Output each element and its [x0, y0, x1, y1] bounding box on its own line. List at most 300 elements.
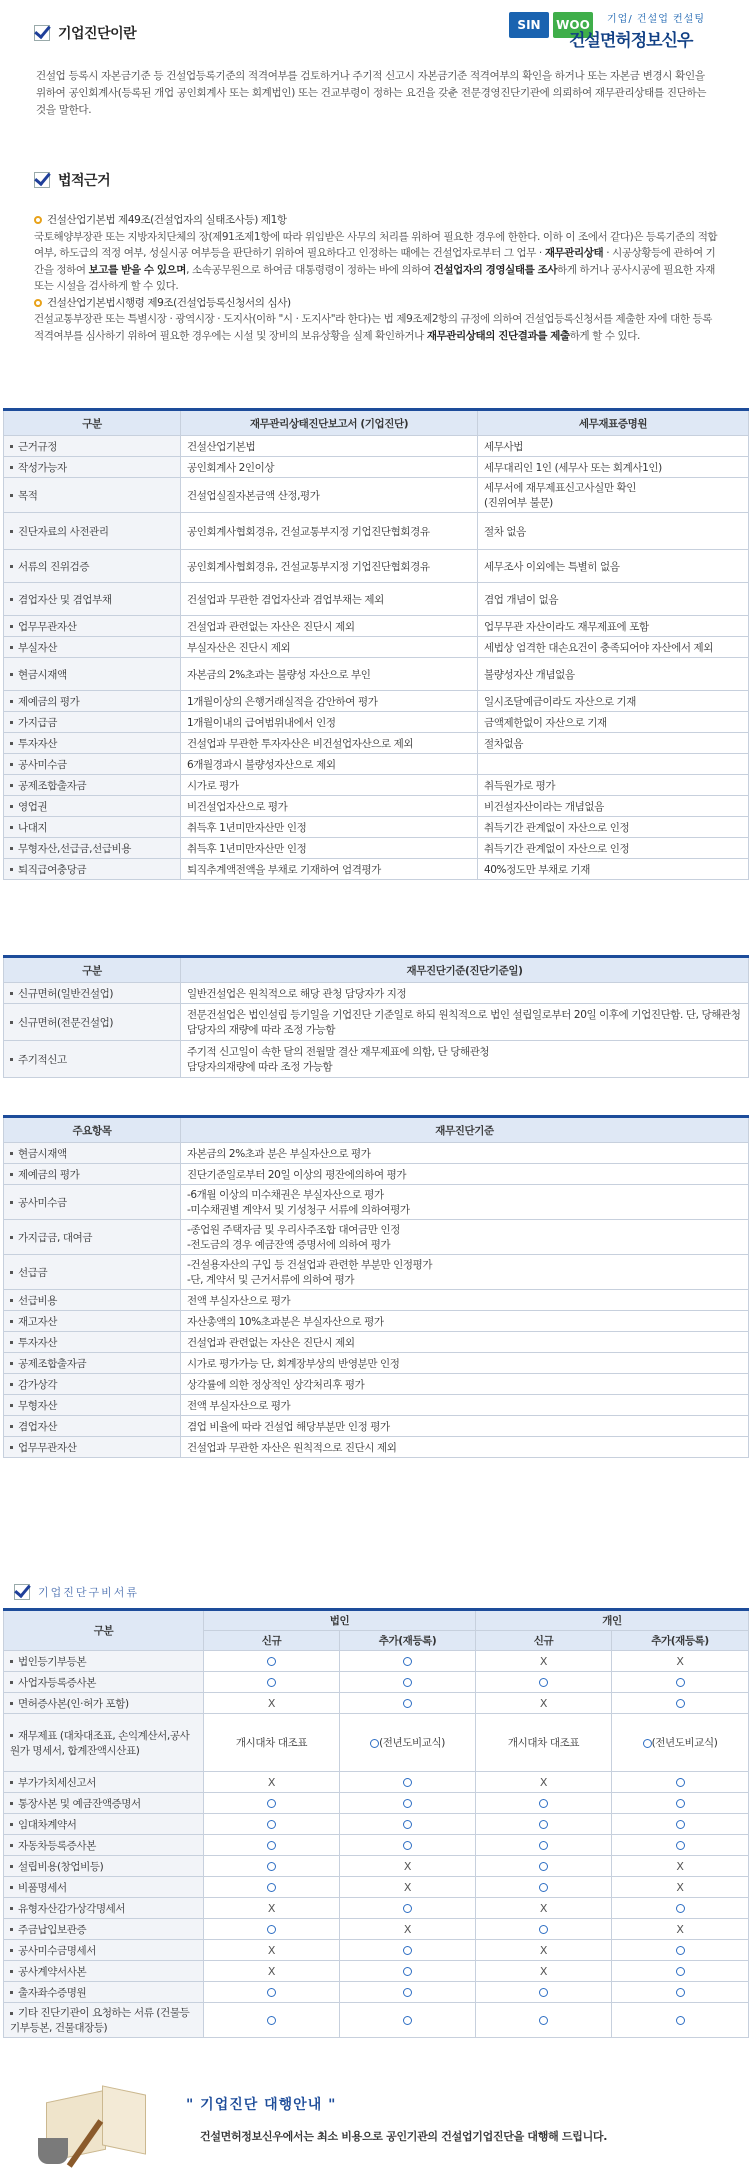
- table-cell: 세무사법: [478, 436, 749, 457]
- row-label-text: 공사미수금: [18, 758, 67, 771]
- row-label: [4, 1004, 181, 1041]
- checkmark-icon: [14, 1584, 30, 1600]
- table-row: [4, 1374, 749, 1395]
- table-header: 구분: [4, 957, 181, 983]
- row-label: [4, 550, 181, 583]
- row-label: [4, 436, 181, 457]
- table-cell: 세무조사 이외에는 특별히 없음: [478, 550, 749, 583]
- circle-mark-icon: [403, 1699, 412, 1708]
- company-logo: [509, 10, 741, 52]
- table-header-new: 신규: [204, 1631, 340, 1651]
- row-label: [4, 1919, 204, 1940]
- table-cell: [476, 1651, 612, 1672]
- table-cell: 세무대리인 1인 (세무사 또는 회계사1인): [478, 457, 749, 478]
- table-row: [4, 1416, 749, 1437]
- row-label: [4, 1353, 181, 1374]
- bullet-icon: [10, 1681, 13, 1684]
- table-row: [4, 436, 749, 457]
- row-label-text: 근거규정: [18, 440, 57, 453]
- bullet-icon: [10, 805, 13, 808]
- row-label: [4, 2003, 204, 2038]
- table-row: [4, 838, 749, 859]
- table-row: [4, 1185, 749, 1220]
- bullet-icon: [10, 1991, 13, 1994]
- row-label: [4, 1374, 181, 1395]
- circle-mark-icon: [403, 1778, 412, 1787]
- table-cell: 자본금의 2%초과 분은 부실자산으로 평가: [181, 1143, 749, 1164]
- table-cell: -건설용자산의 구입 등 건설업과 관련한 부분만 인정평가 -단, 계약서 및 근거서류에 의하여 평가: [181, 1255, 749, 1290]
- row-label-text: 서류의 진위검증: [18, 560, 90, 573]
- table-cell: 전액 부실자산으로 평가: [181, 1395, 749, 1416]
- circle-mark-icon: [403, 1841, 412, 1850]
- row-label: [4, 513, 181, 550]
- table-cell: 퇴직추계액전액을 부채로 기재하여 엄격평가: [181, 859, 478, 880]
- row-label: [4, 796, 181, 817]
- section-title-documents: 기업진단구비서류: [14, 1580, 139, 1604]
- bullet-icon: [10, 1152, 13, 1155]
- x-mark-icon: X: [539, 1901, 548, 1915]
- x-mark-icon: X: [403, 1922, 412, 1936]
- x-mark-icon: X: [267, 1943, 276, 1957]
- x-mark-icon: X: [539, 1696, 548, 1710]
- table-cell: [612, 1793, 749, 1814]
- circle-mark-icon: [267, 1883, 276, 1892]
- bullet-icon: [10, 1886, 13, 1889]
- row-label-text: 선급비용: [18, 1294, 57, 1307]
- table-row: [4, 1693, 749, 1714]
- bullet-icon: [10, 625, 13, 628]
- row-label: [4, 1041, 181, 1078]
- row-label: [4, 1877, 204, 1898]
- bullet-icon: [10, 1865, 13, 1868]
- bullet-icon: [10, 1660, 13, 1663]
- table-cell: 비건설자산이라는 개념없음: [478, 796, 749, 817]
- logo-sin-badge: SIN: [509, 12, 549, 38]
- circle-mark-icon: [403, 1657, 412, 1666]
- table-cell: 건설업과 관련없는 자산은 진단시 제외: [181, 616, 478, 637]
- table-header-indiv: 개인: [476, 1610, 749, 1631]
- table-cell: 공인회계사 2인이상: [181, 457, 478, 478]
- row-label-text: 비품명세서: [18, 1881, 67, 1894]
- table-cell: [340, 1651, 476, 1672]
- x-mark-icon: X: [539, 1654, 548, 1668]
- circle-mark-icon: [539, 1799, 548, 1808]
- bullet-icon: [10, 1823, 13, 1826]
- section-title-what-is: 기업진단이란: [34, 18, 136, 48]
- cell-text: (전년도비교식): [379, 1737, 445, 1749]
- table-cell: [204, 1672, 340, 1693]
- bullet-icon: [10, 1949, 13, 1952]
- table-row: [4, 1041, 749, 1078]
- table-header-add: 추가(재등록): [612, 1631, 749, 1651]
- table-row: [4, 712, 749, 733]
- bullet-icon: [10, 700, 13, 703]
- legal-item-1-body: 국토해양부장관 또는 지방자치단체의 장(제91조제1항에 따라 위임받은 사무의 처리를 위하여 필요한 경우에 한한다. 이하 이 조에서 같다)은 등록기준의 적합 여부, 하도급의 적정 여부, 성실시공 여부등을 판단하기 위하여 필요하다고 인정하는 때에는 건설업자로부터 그 업무 · 재무관리상태 · 시공상황등에 관하여 기간을 정하여 보고를 받을 수 있으며, 소속공무원으로 하여금 대통령령이 정하는 바에 의하여 건설업자의 경영실태를 조사하게 하거나 공사시공에 필요한 자재 또는 시설을 검사하게 할 수 있다.: [34, 230, 718, 292]
- table-cell: 주기적 신고일이 속한 달의 전월말 결산 재무제표에 의함, 단 당해관청 담당자의재량에 따라 조정 가능함: [181, 1041, 749, 1078]
- row-label-text: 부실자산: [18, 641, 57, 654]
- circle-mark-icon: [267, 1841, 276, 1850]
- row-label: [4, 1437, 181, 1458]
- table-cell: [204, 1877, 340, 1898]
- row-label: [4, 1416, 181, 1437]
- row-label-text: 겸업자산 및 겸업부채: [18, 593, 112, 606]
- table-row: [4, 859, 749, 880]
- row-label-text: 진단자료의 사전관리: [18, 525, 109, 538]
- table-cell: [204, 1814, 340, 1835]
- x-mark-icon: X: [267, 1696, 276, 1710]
- table-row: [4, 2003, 749, 2038]
- row-label: [4, 478, 181, 513]
- circle-mark-icon: [267, 1799, 276, 1808]
- row-label-text: 감가상각: [18, 1378, 57, 1391]
- circle-mark-icon: [267, 1820, 276, 1829]
- circle-mark-icon: [267, 1925, 276, 1934]
- table-header: 구분: [4, 1610, 204, 1651]
- row-label-text: 신규면허(일반건설업): [18, 987, 114, 1000]
- row-label: [4, 1332, 181, 1353]
- circle-mark-icon: [539, 1820, 548, 1829]
- circle-mark-icon: [539, 1988, 548, 1997]
- row-label: [4, 1672, 204, 1693]
- table-cell: 건설업과 무관한 겸업자산과 겸업부채는 제외: [181, 583, 478, 616]
- table-cell: -6개월 이상의 미수채권은 부실자산으로 평가 -미수채권별 계약서 및 기성청구 서류에 의하여평가: [181, 1185, 749, 1220]
- row-label-text: 투자자산: [18, 1336, 57, 1349]
- row-label: [4, 658, 181, 691]
- table-cell: [476, 1814, 612, 1835]
- table-row: [4, 1164, 749, 1185]
- row-label-text: 임대차계약서: [18, 1818, 77, 1831]
- table-cell: [612, 1877, 749, 1898]
- bullet-icon: [10, 1271, 13, 1274]
- row-label: [4, 775, 181, 796]
- row-label-text: 겸업자산: [18, 1420, 57, 1433]
- legal-item-2-heading: 건설산업기본법시행령 제9조(건설업등록신청서의 심사): [34, 295, 718, 312]
- table-cell: [340, 1898, 476, 1919]
- bullet-icon: [10, 445, 13, 448]
- row-label: [4, 1772, 204, 1793]
- row-label-text: 재고자산: [18, 1315, 57, 1328]
- table-row: [4, 637, 749, 658]
- table-cell: [476, 1940, 612, 1961]
- x-mark-icon: X: [676, 1922, 684, 1936]
- required-documents-table: [3, 1608, 749, 2038]
- row-label-text: 면허증사본(인·허가 포함): [18, 1697, 129, 1710]
- row-label-text: 통장사본 및 예금잔액증명서: [18, 1797, 141, 1810]
- row-label: [4, 1898, 204, 1919]
- row-label-text: 가지급금: [18, 716, 57, 729]
- row-label: [4, 983, 181, 1004]
- table-cell: [204, 1856, 340, 1877]
- section-title-legal-basis: 법적근거: [34, 165, 110, 195]
- table-header-corp: 법인: [204, 1610, 476, 1631]
- bullet-icon: [10, 1802, 13, 1805]
- row-label-text: 공사계약서사본: [18, 1965, 87, 1978]
- table-cell: 취득원가로 평가: [478, 775, 749, 796]
- cell-text: 개시대차 대조표: [235, 1737, 308, 1749]
- table-row: [4, 1961, 749, 1982]
- circle-mark-icon: [539, 2016, 548, 2025]
- table-cell: 건설업과 관련없는 자산은 진단시 제외: [181, 1332, 749, 1353]
- bullet-icon: [10, 1173, 13, 1176]
- table-cell: [476, 2003, 612, 2038]
- row-label: [4, 1961, 204, 1982]
- table-cell: 취득후 1년미만자산만 인정: [181, 838, 478, 859]
- table-cell: [612, 1651, 749, 1672]
- table-cell: [612, 1772, 749, 1793]
- bullet-icon: [10, 598, 13, 601]
- table-cell: [340, 1835, 476, 1856]
- table-cell: [204, 1919, 340, 1940]
- table-row: [4, 1814, 749, 1835]
- table-cell: [612, 1982, 749, 2003]
- circle-mark-icon: [539, 1883, 548, 1892]
- circle-mark-icon: [676, 1799, 685, 1808]
- table-row: [4, 1877, 749, 1898]
- row-label-text: 유형자산감가상각명세서: [18, 1902, 126, 1915]
- row-label-text: 기타 진단기관이 요청하는 서류 (건물등기부등본, 건물대장등): [10, 2007, 190, 2034]
- row-label-text: 부가가치세신고서: [18, 1776, 96, 1789]
- table-cell: [340, 1814, 476, 1835]
- circle-mark-icon: [539, 1925, 548, 1934]
- bullet-icon: [10, 1320, 13, 1323]
- table-cell: [476, 1772, 612, 1793]
- table-row: [4, 583, 749, 616]
- table-cell: [340, 1940, 476, 1961]
- table-cell: 40%정도만 부채로 기재: [478, 859, 749, 880]
- table-cell: [476, 1898, 612, 1919]
- circle-mark-icon: [676, 1988, 685, 1997]
- logo-name: 건설면허정보신우: [569, 31, 693, 51]
- table-row: [4, 1353, 749, 1374]
- table-cell: [612, 1856, 749, 1877]
- row-label-text: 제예금의 평가: [18, 695, 80, 708]
- logo-subtitle: 기업/ 건설업 컨설팅: [607, 14, 706, 25]
- table-cell: 금액제한없이 자산으로 기재: [478, 712, 749, 733]
- circle-mark-icon: [643, 1739, 652, 1748]
- row-label: [4, 1255, 181, 1290]
- table-cell: [204, 1651, 340, 1672]
- table-cell: 공인회계사협회경유, 건설교통부지정 기업진단협회경유: [181, 550, 478, 583]
- circle-mark-icon: [539, 1678, 548, 1687]
- circle-mark-icon: [676, 1699, 685, 1708]
- circle-mark-icon: [676, 1904, 685, 1913]
- table-cell: [204, 1835, 340, 1856]
- bullet-icon: [10, 1425, 13, 1428]
- circle-mark-icon: [676, 1820, 685, 1829]
- table-header: 세무재표증명원: [478, 410, 749, 436]
- table-row: [4, 775, 749, 796]
- circle-mark-icon: [267, 1678, 276, 1687]
- table-row: [4, 817, 749, 838]
- row-label: [4, 1290, 181, 1311]
- table-row: [4, 1856, 749, 1877]
- table-cell: [204, 1693, 340, 1714]
- circle-mark-icon: [403, 1799, 412, 1808]
- table-cell: 1개월이상의 은행거래실적을 감안하여 평가: [181, 691, 478, 712]
- table-row: [4, 983, 749, 1004]
- table-cell: 절차없음: [478, 733, 749, 754]
- row-label: [4, 1793, 204, 1814]
- bullet-icon: [10, 1021, 13, 1024]
- table-cell: [204, 1961, 340, 1982]
- table-cell: 건설업과 무관한 자산은 원칙적으로 진단시 제외: [181, 1437, 749, 1458]
- bullet-icon: [10, 1201, 13, 1204]
- circle-mark-icon: [676, 1841, 685, 1850]
- table-cell: 업무무관 자산이라도 재무제표에 포함: [478, 616, 749, 637]
- bullet-icon: [10, 1236, 13, 1239]
- table-cell: [478, 754, 749, 775]
- row-label: [4, 1856, 204, 1877]
- row-label: [4, 583, 181, 616]
- table-cell: [612, 1693, 749, 1714]
- bullet-icon: [10, 2012, 13, 2015]
- row-label-text: 공제조합출자금: [18, 779, 87, 792]
- row-label-text: 신규면허(전문건설업): [18, 1016, 114, 1029]
- table-row: [4, 1940, 749, 1961]
- x-mark-icon: X: [539, 1964, 548, 1978]
- row-label: [4, 712, 181, 733]
- row-label-text: 공사미수금: [18, 1196, 67, 1209]
- circle-mark-icon: [403, 1967, 412, 1976]
- table-row: [4, 1835, 749, 1856]
- table-header: 재무진단기준: [181, 1117, 749, 1143]
- table-cell: 1개월이내의 급여범위내에서 인정: [181, 712, 478, 733]
- table-cell: 전액 부실자산으로 평가: [181, 1290, 749, 1311]
- circle-mark-icon: [370, 1739, 379, 1748]
- comparison-table: [3, 408, 749, 880]
- x-mark-icon: X: [267, 1901, 276, 1915]
- table-row: [4, 1004, 749, 1041]
- row-label-text: 목적: [18, 489, 38, 502]
- bullet-icon: [10, 530, 13, 533]
- bullet-icon: [10, 466, 13, 469]
- table-cell: 건설업과 무관한 투자자산은 비건설업자산으로 제외: [181, 733, 478, 754]
- table-cell: [612, 1672, 749, 1693]
- row-label-text: 공사미수금명세서: [18, 1944, 96, 1957]
- table-cell: 상각률에 의한 정상적인 상각처리후 평가: [181, 1374, 749, 1395]
- table-row: [4, 1255, 749, 1290]
- bullet-icon: [10, 763, 13, 766]
- circle-mark-icon: [676, 1778, 685, 1787]
- row-label-text: 나대지: [18, 821, 48, 834]
- table-cell: -종업원 주택자금 및 우리사주조합 대여금만 인정 -전도금의 경우 예금잔액 증명서에 의하여 평가: [181, 1220, 749, 1255]
- table-cell: [340, 1919, 476, 1940]
- table-row: [4, 754, 749, 775]
- table-cell: [204, 1898, 340, 1919]
- table-cell: [340, 1672, 476, 1693]
- table-header-new: 신규: [476, 1631, 612, 1651]
- table-row: [4, 1772, 749, 1793]
- table-cell: 자본금의 2%초과는 불량성 자산으로 부인: [181, 658, 478, 691]
- x-mark-icon: X: [539, 1943, 548, 1957]
- bullet-icon: [10, 847, 13, 850]
- checkmark-icon: [34, 25, 50, 41]
- checkmark-icon: [34, 172, 50, 188]
- table-cell: [612, 1814, 749, 1835]
- table-cell: [612, 1919, 749, 1940]
- table-row: [4, 550, 749, 583]
- table-cell: 일반건설업은 원칙적으로 해당 관청 담당자가 지정: [181, 983, 749, 1004]
- table-cell: [476, 1672, 612, 1693]
- table-cell: 취득후 1년미만자산만 인정: [181, 817, 478, 838]
- bullet-icon: [10, 721, 13, 724]
- row-label-text: 설립비용(창업비등): [18, 1860, 104, 1873]
- table-row: [4, 478, 749, 513]
- table-row: [4, 733, 749, 754]
- table-header: 재무진단기준(진단기준일): [181, 957, 749, 983]
- circle-mark-icon: [676, 1678, 685, 1687]
- table-row: [4, 1437, 749, 1458]
- row-label: [4, 754, 181, 775]
- row-label: [4, 1651, 204, 1672]
- table-cell: 비건설업자산으로 평가: [181, 796, 478, 817]
- table-cell: 건설업실질자본금액 산정,평가: [181, 478, 478, 513]
- legal-item-2-body: 건설교통부장관 또는 특별시장 · 광역시장 · 도지사(이하 "시 · 도지사"라 한다)는 법 제9조제2항의 규정에 의하여 건설업등록신청서를 제출한 자에 대한 등록적격여부를 심사하기 위하여 필요한 경우에는 시설 및 장비의 보유상황을 실제 확인하거나 재무관리상태의 진단결과를 제출하게 할 수 있다.: [34, 313, 713, 342]
- bullet-icon: [10, 1383, 13, 1386]
- row-label: [4, 1814, 204, 1835]
- table-cell: [340, 1693, 476, 1714]
- bullet-icon: [10, 1781, 13, 1784]
- row-label: [4, 1395, 181, 1416]
- circle-mark-icon: [539, 1841, 548, 1850]
- row-label-text: 법인등기부등본: [18, 1655, 87, 1668]
- row-label-text: 투자자산: [18, 737, 57, 750]
- table-header-add: 추가(재등록): [340, 1631, 476, 1651]
- table-header: 구분: [4, 410, 181, 436]
- row-label: [4, 1982, 204, 2003]
- bullet-icon: [10, 565, 13, 568]
- table-cell: 건설산업기본법: [181, 436, 478, 457]
- circle-mark-icon: [539, 1862, 548, 1871]
- bullet-icon: [34, 216, 42, 224]
- table-cell: 6개월경과시 불량성자산으로 제외: [181, 754, 478, 775]
- table-cell: [476, 1919, 612, 1940]
- bullet-icon: [10, 1058, 13, 1061]
- intro-paragraph: 건설업 등록시 자본금기준 등 건설업등록기준의 적격여부를 검토하거나 주기적 신고시 자본금기준 적격여부의 확인을 하거나 또는 자본금 변경시 확인을 위하여 공인회계사(등록된 개업 공인회계사 또는 회계법인) 또는 건교부령이 정하는 요건을 갖춘 전문경영진단기관에 의뢰하여 재무관리상태를 진단하는 것을 말한다.: [36, 70, 707, 116]
- table-cell: [612, 1961, 749, 1982]
- table-cell: 세법상 엄격한 대손요건이 충족되어야 자산에서 제외: [478, 637, 749, 658]
- row-label-text: 무형자산,선급금,선급비용: [18, 842, 132, 855]
- bullet-icon: [10, 1970, 13, 1973]
- bullet-icon: [34, 299, 42, 307]
- x-mark-icon: X: [267, 1964, 276, 1978]
- table-row: [4, 1395, 749, 1416]
- circle-mark-icon: [676, 1946, 685, 1955]
- row-label: [4, 1714, 204, 1772]
- circle-mark-icon: [267, 1862, 276, 1871]
- x-mark-icon: X: [676, 1654, 684, 1668]
- row-label: [4, 1940, 204, 1961]
- table-cell: 시가로 평가: [181, 775, 478, 796]
- table-cell: [612, 1835, 749, 1856]
- table-cell: [340, 1961, 476, 1982]
- table-row: [4, 691, 749, 712]
- table-cell: 불량성자산 개념없음: [478, 658, 749, 691]
- circle-mark-icon: [403, 1820, 412, 1829]
- legal-basis-block: [34, 212, 718, 344]
- row-label: [4, 1185, 181, 1220]
- table-row: [4, 1982, 749, 2003]
- table-cell: [340, 2003, 476, 2038]
- table-cell: [476, 1793, 612, 1814]
- circle-mark-icon: [267, 1657, 276, 1666]
- x-mark-icon: X: [267, 1775, 276, 1789]
- bullet-icon: [10, 1928, 13, 1931]
- row-label-text: 사업자등록증사본: [18, 1676, 96, 1689]
- row-label: [4, 817, 181, 838]
- table-row: [4, 1220, 749, 1255]
- table-cell: [476, 1961, 612, 1982]
